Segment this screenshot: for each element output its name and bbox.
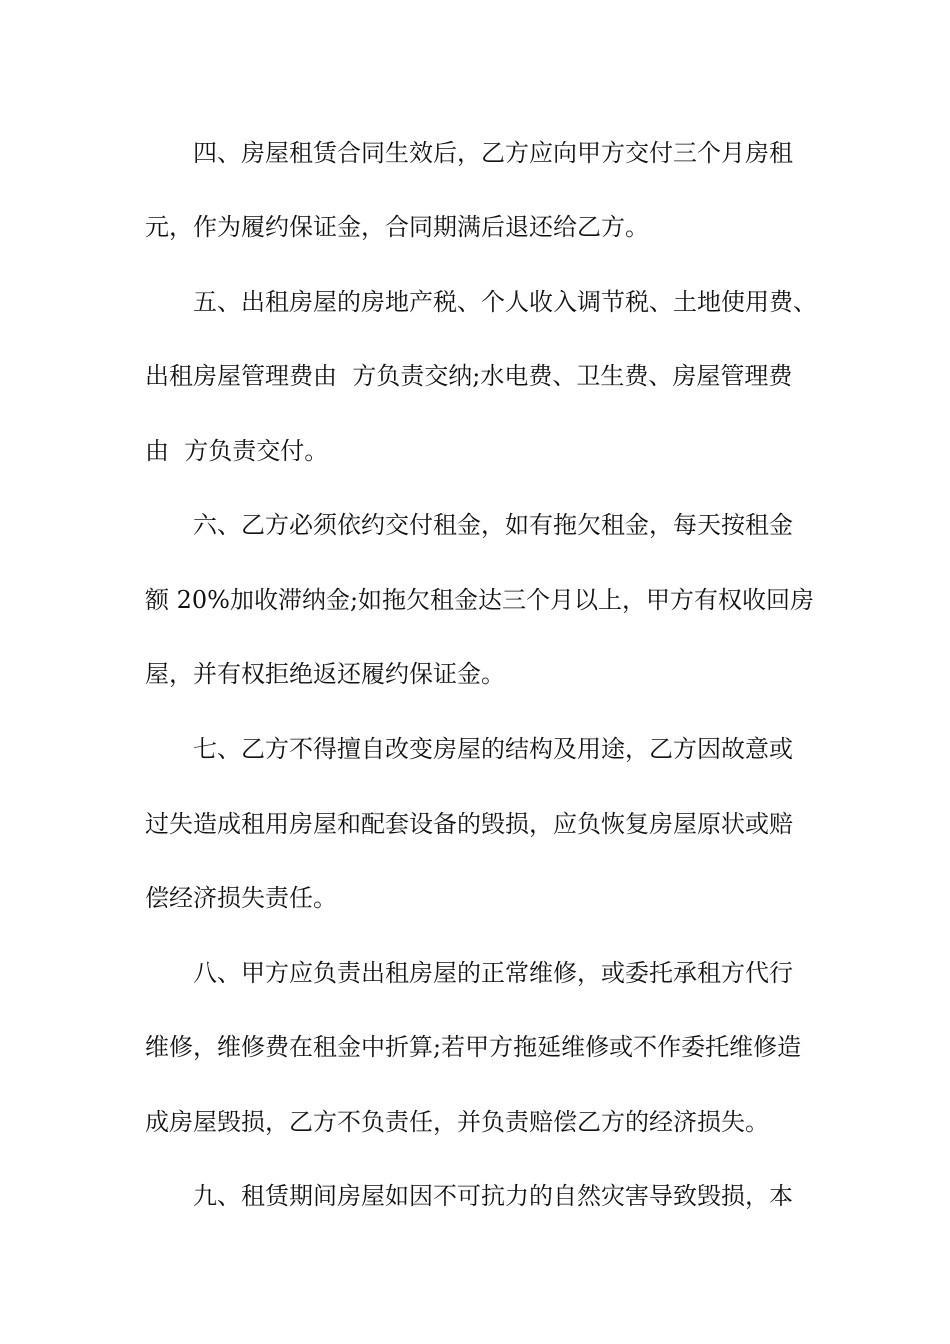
clause-8-line-2: 维修，维修费在租金中折算;若甲方拖延维修或不作委托维修造 [145, 1033, 802, 1061]
clause-8-line-1: 八、甲方应负责出租房屋的正常维修，或委托承租方代行 [193, 959, 793, 987]
clause-6-line-1: 六、乙方必须依约交付租金，如有拖欠租金，每天按租金 [193, 511, 793, 539]
clause-7-line-2: 过失造成租用房屋和配套设备的毁损，应负恢复房屋原状或赔 [145, 810, 793, 838]
clause-6-line-2: 额 20%加收滞纳金;如拖欠租金达三个月以上，甲方有权收回房 [145, 586, 815, 614]
clause-5-line-1: 五、出租房屋的房地产税、个人收入调节税、土地使用费、 [193, 288, 817, 316]
clause-7-line-1: 七、乙方不得擅自改变房屋的结构及用途，乙方因故意或 [193, 735, 793, 763]
clause-4-line-2: 元，作为履约保证金，合同期满后退还给乙方。 [145, 213, 649, 241]
clause-9-line-1: 九、租赁期间房屋如因不可抗力的自然灾害导致毁损，本 [193, 1182, 793, 1210]
clause-5-line-3: 由 方负责交付。 [145, 437, 329, 465]
clause-4-line-1: 四、房屋租赁合同生效后，乙方应向甲方交付三个月房租 [193, 139, 793, 167]
clause-7-line-3: 偿经济损失责任。 [145, 884, 337, 912]
clause-5-line-2: 出租房屋管理费由 方负责交纳;水电费、卫生费、房屋管理费 [145, 362, 793, 390]
clause-6-line-3: 屋，并有权拒绝返还履约保证金。 [145, 660, 505, 688]
clause-8-line-3: 成房屋毁损，乙方不负责任，并负责赔偿乙方的经济损失。 [145, 1108, 769, 1136]
